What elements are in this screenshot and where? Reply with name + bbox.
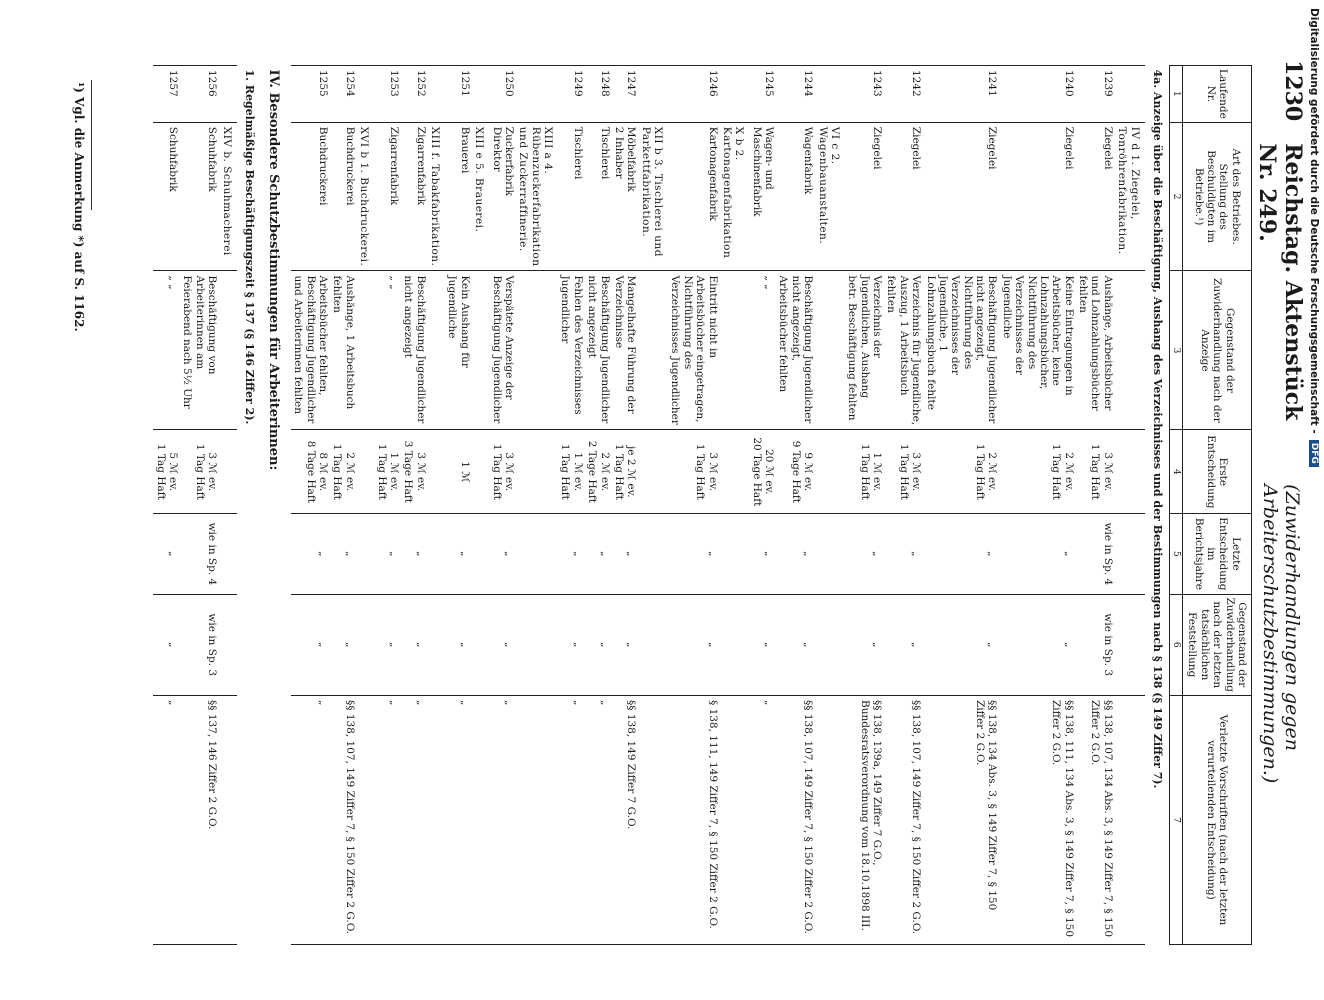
- column-header: Erste Entscheidung: [1183, 430, 1252, 514]
- empty-cell: [638, 695, 668, 944]
- last-decision: wie in Sp. 4: [1076, 514, 1115, 594]
- dfg-logo: DFG: [1309, 440, 1319, 467]
- industry-group-label: XIII a 4. Rübenzuckerfabrikation und Zuckerraffinerie.: [516, 122, 558, 271]
- first-decision: 2 ℳ ev. 2 Tage Haft: [585, 430, 612, 514]
- document-subtitle: (Zuwiderhandlungen gegen Arbeiterschutzbestimmungen.): [1259, 484, 1303, 784]
- empty-cell: [428, 66, 445, 123]
- business-type: Schuhfabrik: [153, 122, 180, 271]
- offense-per-finding: wie in Sp. 3: [1076, 594, 1115, 695]
- last-decision: „: [291, 514, 330, 594]
- empty-cell: [516, 695, 558, 944]
- violated-regulations: §§ 138, 134 Abs. 3, § 149 Ziffer 7, § 150 Ziffer 2 G.O.: [923, 695, 999, 944]
- offense-per-report: Beschäftigung Jugendlicher nicht angezeigt: [401, 271, 428, 430]
- violations-table: [153, 65, 1252, 945]
- section-heading: 4a. Anzeige über die Beschäftigung, Aushang des Verzeichnisses und der Bestimmungen nach § 138 (§ 149 Ziffer 7).: [1150, 69, 1164, 789]
- table-row: [923, 66, 999, 945]
- empty-cell: [428, 514, 445, 594]
- table-row: [1076, 66, 1115, 945]
- first-decision: 3 ℳ ev. 1 Tag Haft: [884, 430, 923, 514]
- footnote: ¹) Vgl. die Anmerkung *) auf S. 1162.: [72, 82, 86, 332]
- table-body: [153, 66, 1169, 945]
- last-decision: „: [330, 514, 357, 594]
- industry-group-row: [720, 66, 750, 945]
- first-decision: 2 ℳ ev. 1 Tag Haft: [330, 430, 357, 514]
- offense-per-finding: „: [776, 594, 815, 695]
- violated-regulations: § 138, 111, 149 Ziffer 7, § 150 Ziffer 2 G.O.: [668, 695, 720, 944]
- empty-cell: [472, 66, 489, 123]
- offense-per-report: Aushänge, Arbeitsbücher und Lohnzahlungsbücher fehlten: [1076, 271, 1115, 430]
- first-decision: je 2 ℳ ev. 1 Tag Haft: [612, 430, 639, 514]
- last-decision: „: [612, 514, 639, 594]
- industry-group-row: [219, 66, 236, 945]
- empty-cell: [357, 594, 374, 695]
- industry-group-row: [815, 66, 845, 945]
- column-number: 4: [1169, 430, 1183, 514]
- table-row: [668, 66, 720, 945]
- row-number: 1246: [668, 66, 720, 123]
- industry-group-row: [472, 66, 489, 945]
- empty-cell: [219, 594, 236, 695]
- empty-cell: [720, 514, 750, 594]
- first-decision: 5 ℳ ev. 1 Tag Haft: [153, 430, 180, 514]
- row-number: 1257: [153, 66, 180, 123]
- row-number: 1250: [489, 66, 516, 123]
- first-decision: 1 ℳ: [445, 430, 472, 514]
- row-number: 1255: [291, 66, 330, 123]
- section-heading-row: [261, 66, 291, 945]
- offense-per-finding: wie in Sp. 3: [180, 594, 219, 695]
- empty-cell: [428, 695, 445, 944]
- table-row: [330, 66, 357, 945]
- industry-group-label: VI c 2. Wagenbauanstalten.: [815, 122, 845, 271]
- column-number-row: [1169, 66, 1183, 945]
- offense-per-report: Eintritt nicht in Arbeitsbücher eingetragen, Nichtführung des Verzeichnisses Jugendlicher: [668, 271, 720, 430]
- empty-cell: [1115, 695, 1145, 944]
- row-number: 1239: [1076, 66, 1115, 123]
- digitization-credit: [1306, 8, 1320, 988]
- last-decision: „: [749, 514, 776, 594]
- column-header: Art des Betriebes. Stellung des Beschuldigten im Betriebe.¹): [1183, 122, 1252, 271]
- business-type: Kartonagenfabrik: [668, 122, 720, 271]
- empty-cell: [357, 514, 374, 594]
- industry-group-label: IV d 1. Ziegelei, Tonröhrenfabrikation.: [1115, 122, 1145, 271]
- table-row: [445, 66, 472, 945]
- last-decision: wie in Sp. 4: [180, 514, 219, 594]
- row-number: 1256: [180, 66, 219, 123]
- offense-per-report: Fehlen des Verzeichnisses Jugendlicher: [558, 271, 585, 430]
- document-title: Reichstag. Aktenstück Nr. 249.: [1254, 143, 1306, 421]
- violated-regulations: §§ 137, 146 Ziffer 2 G.O.: [180, 695, 219, 944]
- row-number: 1245: [749, 66, 776, 123]
- table-row: [180, 66, 219, 945]
- row-number: 1252: [401, 66, 428, 123]
- last-decision: „: [668, 514, 720, 594]
- first-decision: 3 ℳ ev. 1 Tag Haft: [1076, 430, 1115, 514]
- empty-cell: [219, 66, 236, 123]
- offense-per-report: Keine Eintragungen in Arbeitsbücher, keine Lohnzahlungsbücher, Nichtführung des Verzeichnisses der Jugendliche: [999, 271, 1075, 430]
- offense-per-finding: „: [845, 594, 884, 695]
- last-decision: „: [489, 514, 516, 594]
- empty-cell: [219, 271, 236, 430]
- offense-per-report: Kein Aushang für Jugendliche: [445, 271, 472, 430]
- column-header: Laufende Nr.: [1183, 66, 1252, 123]
- section-heading: IV. Besondere Schutzbestimmungen für Arbeiterinnen:: [265, 69, 281, 471]
- first-decision: 3 ℳ ev. 1 Tag Haft: [180, 430, 219, 514]
- industry-group-label: XIII e 5. Brauerei.: [472, 122, 489, 271]
- table-row: [374, 66, 401, 945]
- empty-cell: [720, 594, 750, 695]
- last-decision: „: [445, 514, 472, 594]
- industry-group-label: XIV b. Schuhmacherei: [219, 122, 236, 271]
- violated-regulations: §§ 138, 139a, 149 Ziffer 7 G.O., Bundesratsverordnung vom 18.10.1898 III.: [845, 695, 884, 944]
- business-type: Schuhfabrik: [180, 122, 219, 271]
- row-number: 1240: [999, 66, 1075, 123]
- offense-per-finding: „: [489, 594, 516, 695]
- table-row: [585, 66, 612, 945]
- first-decision: 1 ℳ ev. 1 Tag Haft: [845, 430, 884, 514]
- industry-group-label: XII b 3. Tischlerei und Parkettfabrikation.: [638, 122, 668, 271]
- business-type: Buchdruckerei: [291, 122, 330, 271]
- table-row: [401, 66, 428, 945]
- industry-group-row: [357, 66, 374, 945]
- violated-regulations: „: [558, 695, 585, 944]
- table-row: [489, 66, 516, 945]
- offense-per-finding: „: [153, 594, 180, 695]
- first-decision: 2 ℳ ev. 1 Tag Haft: [999, 430, 1075, 514]
- empty-cell: [720, 430, 750, 514]
- empty-cell: [516, 430, 558, 514]
- empty-cell: [219, 430, 236, 514]
- violated-regulations: „: [749, 695, 776, 944]
- offense-per-finding: „: [401, 594, 428, 695]
- offense-per-report: Verspätete Anzeige der Beschäftigung Jugendlicher: [489, 271, 516, 430]
- empty-cell: [357, 66, 374, 123]
- offense-per-finding: „: [374, 594, 401, 695]
- offense-per-report: „ „: [374, 271, 401, 430]
- business-type: Brauerei: [445, 122, 472, 271]
- offense-per-report: „ „: [749, 271, 776, 430]
- table-row: [153, 66, 180, 945]
- offense-per-finding: „: [612, 594, 639, 695]
- table-row: [845, 66, 884, 945]
- table-row: [291, 66, 330, 945]
- empty-cell: [1115, 66, 1145, 123]
- row-number: 1247: [612, 66, 639, 123]
- empty-cell: [219, 695, 236, 944]
- last-decision: „: [558, 514, 585, 594]
- credit-text: Digitalisierung gefördert durch die Deutsche Forschungsgemeinschaft -: [1308, 8, 1320, 434]
- column-header: Gegenstand der Zuwiderhandlung nach der letzten tatsächlichen Feststellung: [1183, 594, 1252, 695]
- business-type: Buchdruckerei: [330, 122, 357, 271]
- page-number: 1230: [1280, 60, 1306, 122]
- business-type: Zigarrenfabrik: [374, 122, 401, 271]
- first-decision: 3 ℳ ev. 1 Tag Haft: [668, 430, 720, 514]
- column-number: 6: [1169, 594, 1183, 695]
- business-type: Zuckerfabrik Direktor: [489, 122, 516, 271]
- empty-cell: [219, 514, 236, 594]
- offense-per-finding: „: [884, 594, 923, 695]
- column-header: Gegenstand der Zuwiderhandlung nach der Anzeige: [1183, 271, 1252, 430]
- empty-cell: [472, 695, 489, 944]
- violated-regulations: „: [489, 695, 516, 944]
- empty-cell: [815, 594, 845, 695]
- empty-cell: [1115, 271, 1145, 430]
- violated-regulations: §§ 138, 107, 134 Abs. 3, § 149 Ziffer 7, § 150 Ziffer 2 G.O.: [1076, 695, 1115, 944]
- last-decision: „: [374, 514, 401, 594]
- empty-cell: [357, 430, 374, 514]
- empty-cell: [720, 66, 750, 123]
- violated-regulations: §§ 138, 107, 149 Ziffer 7, § 150 Ziffer 2 G.O.: [776, 695, 815, 944]
- violated-regulations: „: [374, 695, 401, 944]
- empty-cell: [428, 430, 445, 514]
- offense-per-report: Verzeichnis für Jugendliche, Auszug, 1 Arbeitsbuch fehlten: [884, 271, 923, 430]
- violated-regulations: „: [585, 695, 612, 944]
- first-decision: 1 ℳ ev. 1 Tag Haft: [558, 430, 585, 514]
- row-number: 1244: [776, 66, 815, 123]
- empty-cell: [638, 66, 668, 123]
- violated-regulations: §§ 138, 111, 134 Abs. 3, § 149 Ziffer 7, § 150 Ziffer 2 G.O.: [999, 695, 1075, 944]
- empty-cell: [720, 695, 750, 944]
- first-decision: 20 ℳ ev. 20 Tage Haft: [749, 430, 776, 514]
- empty-cell: [815, 695, 845, 944]
- violated-regulations: §§ 138, 149 Ziffer 7 G.O.: [612, 695, 639, 944]
- row-number: 1241: [923, 66, 999, 123]
- table-header-row: [1183, 66, 1252, 945]
- empty-cell: [815, 430, 845, 514]
- offense-per-report: Mangelhafte Führung der Verzeichnisse: [612, 271, 639, 430]
- violated-regulations: „: [153, 695, 180, 944]
- table-row: [776, 66, 815, 945]
- violated-regulations: „: [401, 695, 428, 944]
- business-type: Zigarrenfabrik: [401, 122, 428, 271]
- empty-cell: [472, 430, 489, 514]
- empty-cell: [638, 271, 668, 430]
- offense-per-finding: „: [558, 594, 585, 695]
- violated-regulations: §§ 138, 107, 149 Ziffer 7, § 150 Ziffer 2 G.O.: [330, 695, 357, 944]
- empty-cell: [472, 514, 489, 594]
- offense-per-report: Beschäftigung von Arbeiterinnen am Feierabend nach 5½ Uhr: [180, 271, 219, 430]
- empty-cell: [357, 695, 374, 944]
- business-type: Ziegelei: [1076, 122, 1115, 271]
- empty-cell: [1115, 430, 1145, 514]
- industry-group-row: [428, 66, 445, 945]
- empty-cell: [638, 514, 668, 594]
- offense-per-finding: „: [749, 594, 776, 695]
- offense-per-finding: „: [291, 594, 330, 695]
- industry-group-label: X b 2. Kartonagenfabrikation: [720, 122, 750, 271]
- empty-cell: [815, 514, 845, 594]
- column-header: Letzte Entscheidung im Berichtsjahre: [1183, 514, 1252, 594]
- column-number: 1: [1169, 66, 1183, 123]
- section-heading-row: [1145, 66, 1169, 945]
- column-number: 7: [1169, 695, 1183, 944]
- empty-cell: [720, 271, 750, 430]
- first-decision: 3 ℳ ev. 3 Tage Haft: [401, 430, 428, 514]
- page-header: [1254, 60, 1306, 960]
- last-decision: „: [776, 514, 815, 594]
- last-decision: „: [923, 514, 999, 594]
- offense-per-report: Verzeichnis der Jugendlichen, Aushang betr. Beschäftigung fehlten: [845, 271, 884, 430]
- offense-per-finding: „: [923, 594, 999, 695]
- violated-regulations: §§ 138, 107, 149 Ziffer 7, § 150 Ziffer 2 G.O.: [884, 695, 923, 944]
- row-number: 1243: [845, 66, 884, 123]
- first-decision: 8 ℳ ev. 8 Tage Haft: [291, 430, 330, 514]
- business-type: Möbelfabrik 2 Inhaber: [612, 122, 639, 271]
- industry-group-row: [516, 66, 558, 945]
- empty-cell: [516, 594, 558, 695]
- row-number: 1249: [558, 66, 585, 123]
- business-type: Tischlerei: [585, 122, 612, 271]
- column-header: Verletzte Vorschriften (nach der letzten verurteilenden Entscheidung): [1183, 695, 1252, 944]
- offense-per-finding: „: [330, 594, 357, 695]
- business-type: Ziegelei: [923, 122, 999, 271]
- row-number: 1253: [374, 66, 401, 123]
- empty-cell: [516, 514, 558, 594]
- offense-per-report: Arbeitsbücher fehlten, Beschäftigung Jugendlicher und Arbeiterinnen fehlten: [291, 271, 330, 430]
- industry-group-row: [1115, 66, 1145, 945]
- column-number: 2: [1169, 122, 1183, 271]
- last-decision: „: [845, 514, 884, 594]
- footnote-rule: [91, 80, 92, 210]
- empty-cell: [472, 271, 489, 430]
- violated-regulations: „: [445, 695, 472, 944]
- table-row: [612, 66, 639, 945]
- offense-per-report: Beschäftigung Jugendlicher nicht angezeigt, Nichtführung des Verzeichnisses der Jugendliche, 1 Lohnzahlungsbuch fehlte: [923, 271, 999, 430]
- row-number: 1251: [445, 66, 472, 123]
- business-type: Tischlerei: [558, 122, 585, 271]
- industry-group-label: XIII f. Tabakfabrikation.: [428, 122, 445, 271]
- column-number: 5: [1169, 514, 1183, 594]
- offense-per-finding: „: [668, 594, 720, 695]
- offense-per-finding: „: [585, 594, 612, 695]
- section-heading: 1. Regelmäßige Beschäftigungszeit § 137 (§ 146 Ziffer 2).: [242, 69, 256, 425]
- section-heading-row: [237, 66, 261, 945]
- offense-per-report: Beschäftigung Jugendlicher nicht angezeigt, Arbeitsbücher fehlten: [776, 271, 815, 430]
- table-row: [749, 66, 776, 945]
- industry-group-label: XVI b 1. Buchdruckerei.: [357, 122, 374, 271]
- business-type: Wagenfabrik: [776, 122, 815, 271]
- offense-per-finding: „: [445, 594, 472, 695]
- last-decision: „: [153, 514, 180, 594]
- empty-cell: [428, 594, 445, 695]
- last-decision: „: [585, 514, 612, 594]
- business-type: Ziegelei: [884, 122, 923, 271]
- first-decision: 2 ℳ ev. 1 Tag Haft: [923, 430, 999, 514]
- empty-cell: [357, 271, 374, 430]
- empty-cell: [428, 271, 445, 430]
- last-decision: „: [884, 514, 923, 594]
- empty-cell: [638, 594, 668, 695]
- first-decision: 3 ℳ ev. 1 Tag Haft: [489, 430, 516, 514]
- business-type: Wagen- und Maschinenfabrik: [749, 122, 776, 271]
- empty-cell: [638, 430, 668, 514]
- business-type: Ziegelei: [999, 122, 1075, 271]
- first-decision: 1 ℳ ev. 1 Tag Haft: [374, 430, 401, 514]
- table-row: [999, 66, 1075, 945]
- empty-cell: [815, 271, 845, 430]
- offense-per-finding: „: [999, 594, 1075, 695]
- table-row: [558, 66, 585, 945]
- row-number: 1254: [330, 66, 357, 123]
- empty-cell: [516, 66, 558, 123]
- empty-cell: [815, 66, 845, 123]
- last-decision: „: [999, 514, 1075, 594]
- row-number: 1248: [585, 66, 612, 123]
- offense-per-report: „ „: [153, 271, 180, 430]
- empty-cell: [472, 594, 489, 695]
- offense-per-report: Beschäftigung Jugendlicher nicht angezeigt: [585, 271, 612, 430]
- empty-cell: [516, 271, 558, 430]
- industry-group-row: [638, 66, 668, 945]
- offense-per-report: Aushänge, 1 Arbeitsbuch fehlten: [330, 271, 357, 430]
- business-type: Ziegelei: [845, 122, 884, 271]
- table-row: [884, 66, 923, 945]
- empty-cell: [1115, 594, 1145, 695]
- last-decision: „: [401, 514, 428, 594]
- row-number: 1242: [884, 66, 923, 123]
- column-number: 3: [1169, 271, 1183, 430]
- violated-regulations: „: [291, 695, 330, 944]
- first-decision: 9 ℳ ev. 9 Tage Haft: [776, 430, 815, 514]
- empty-cell: [1115, 514, 1145, 594]
